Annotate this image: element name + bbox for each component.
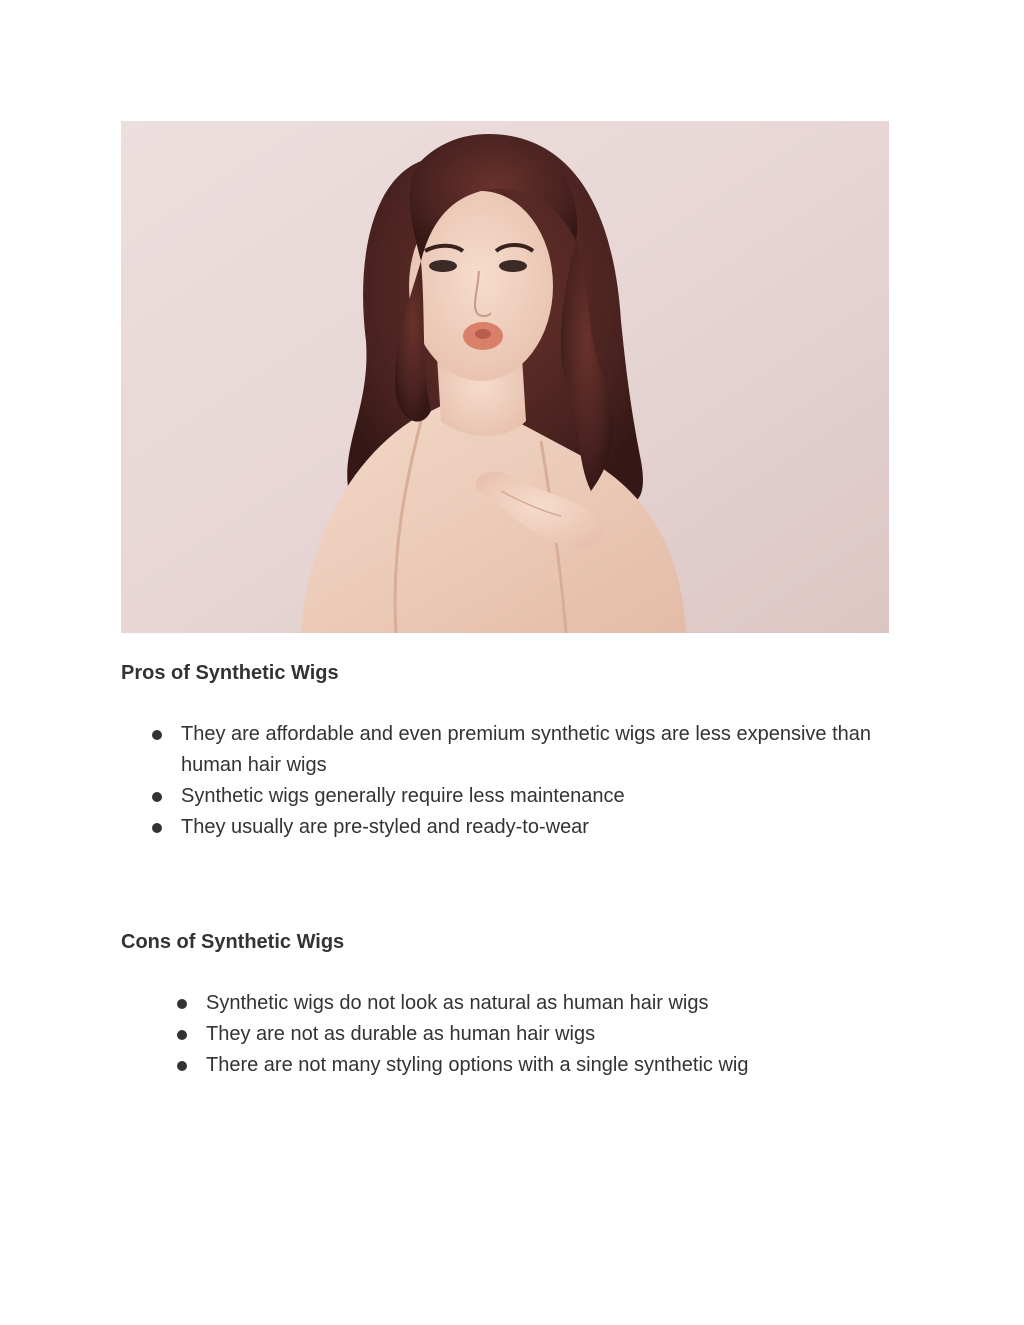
list-item-text: Synthetic wigs do not look as natural as human hair wigs bbox=[206, 992, 709, 1014]
list-item bbox=[177, 1050, 917, 1081]
cons-list bbox=[177, 988, 917, 1081]
list-item bbox=[177, 1019, 917, 1050]
pros-heading: Pros of Synthetic Wigs bbox=[121, 662, 339, 684]
list-item bbox=[177, 988, 917, 1019]
bullet-icon bbox=[152, 730, 162, 740]
list-item-text: They are not as durable as human hair wigs bbox=[206, 1023, 596, 1045]
portrait-photo-icon bbox=[121, 121, 889, 633]
list-item-text: Synthetic wigs generally require less maintenance bbox=[181, 785, 625, 807]
list-item bbox=[152, 812, 892, 843]
list-item-text: There are not many styling options with a single synthetic wig bbox=[206, 1054, 749, 1076]
list-item bbox=[152, 719, 892, 781]
cons-heading: Cons of Synthetic Wigs bbox=[121, 931, 345, 953]
bullet-icon bbox=[177, 1030, 187, 1040]
list-item-text: They are affordable and even premium synthetic wigs are less expensive than human hair wigs bbox=[181, 723, 872, 776]
portrait-photo bbox=[121, 121, 889, 633]
list-item-text: They usually are pre-styled and ready-to-wear bbox=[181, 816, 589, 838]
bullet-icon bbox=[177, 999, 187, 1009]
pros-list bbox=[152, 719, 892, 843]
list-item bbox=[152, 781, 892, 812]
bullet-icon bbox=[177, 1061, 187, 1071]
bullet-icon bbox=[152, 823, 162, 833]
bullet-icon bbox=[152, 792, 162, 802]
